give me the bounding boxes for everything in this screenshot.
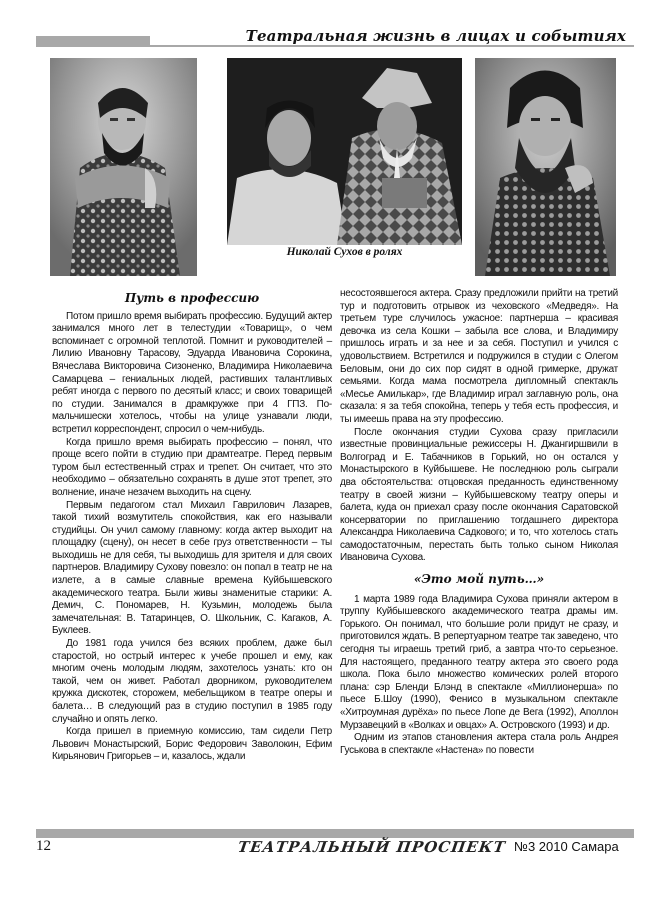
paragraph: 1 марта 1989 года Владимира Сухова приняли актером в труппу Куйбышевского академического театра драмы им. Горького. Он понимал, что большие роли придут не сразу, и приготовился ждать. В репертуарном театре так заведено, что сегодня ты играешь третий гриб, а завтра что-то серьезное. Для настоящего, преданного театру актера это своего рода школа. Пока было множество комических ролей второго плана: сэр Бленди Блэнд в спектакле «Миллионерша» по пьесе Б.Шоу (1990), Фенисо в музыкальном спектакле «Хитроумная дурёха» по пьесе Лопе де Вега (1992), Аполлон Мурзавецкий в «Волках и овцах» А. Островского (1993) и др. — [340, 593, 618, 731]
article-column-left — [52, 290, 332, 764]
issue-info: №3 2010 Самара — [514, 839, 619, 854]
photo-actor-bearded — [475, 58, 616, 276]
paragraph: Когда пришел в приемную комиссию, там сидели Петр Львович Монастырский, Борис Федорович Заволокин, Ефим Кирьянович Григорьев – и, казалось, ждали — [52, 726, 332, 763]
running-title — [150, 27, 634, 45]
article-column-right — [340, 288, 618, 757]
running-title-text: Театральная жизнь в лицах и событиях — [240, 27, 632, 45]
photo-caption: Николай Сухов в ролях — [286, 246, 403, 258]
paragraph: Когда пришло время выбирать профессию – понял, что проще всего пойти в студию при драмтеатре. Перед первым туром был естественный страх и трепет. Он считает, что это необходимо – обязательно сохранять в душе этот трепет, это волнение, иначе незачем выходить на сцену. — [52, 436, 332, 498]
page-number: 12 — [36, 838, 51, 854]
paragraph: Потом пришло время выбирать профессию. Будущий актер занимался много лет в телестудии «Товарищ», о чем вспоминает с огромной теплотой. Помнит и руководителей – Лилию Ивановну Тарасову, Эдуарда Ивановича Сорокина, Вячеслава Викторовича Сизоненко, Владимира Николаевича Самарцева – гениальных людей, растивших талантливых ребят иногда с первого по десятый класс; и своих товарищей по студии. Занимался в драмкружке при 4 ГПЗ. По-мальчишески хотелось, чтобы на улице узнавали люди, встретил корреспондент, спросил о чем-нибудь. — [52, 310, 332, 435]
magazine-logo: ТЕАТРАЛЬНЫЙ ПРОСПЕКТ — [236, 838, 507, 856]
section-title-this-is-my-path: «Это мой путь…» — [413, 572, 545, 587]
footer-rule — [36, 829, 634, 838]
paragraph: Первым педагогом стал Михаил Гаврилович Лазарев, такой тихий возмутитель спокойствия, как его называли студийцы. Он учил самому главному: когда актер выходит на площадку (сцену), он несет в себе груз ответственности – ты выходишь не для себя, ты выходишь для зрителя и для своих партнеров. Владимиру Сухову повезло: он попал в театр не на излете, а в самые славные времена Куйбышевского академического театра. Были живы знаменитые старики: А. Демич, С. Пономарев, Н. Кузьмин, молодежь была замечательная: В. Татаринцев, О. Школьник, С. Кагаков, А. Буклеев. — [52, 499, 332, 637]
paragraph: Одним из этапов становления актера стала роль Андрея Гуськова в спектакле «Настена» по повести — [340, 732, 618, 756]
paragraph: До 1981 года учился без всяких проблем, даже был старостой, но острый интерес к учебе прошел и ему, как многим очень молодым людям, захотелось узнать: кто он такой, чем он живет. Работал дворником, руководителем кружка дискотек, сторожем, мебельщиком в театре оперы и балета… В следующий раз в студию поступил в 1985 году случайно и опять легко. — [52, 638, 332, 725]
photo-stage-scene — [227, 58, 462, 245]
paragraph: После окончания студии Сухова сразу пригласили известные провинциальные режиссеры Н. Джангиршвили в Волгоград и Е. Табачников в Горький, но он остался у Монастырского в Куйбышеве. Не последнюю роль сыграли два обстоятельства: отцовская преданность единственному театру в своей жизни – Куйбышевскому театру оперы и балета, куда он приехал сразу после окончания Саратовской консерватории по приглашению тогдашнего директора Александра Николаевича Садкового; и то, что хотелось стать самодостаточным, перестать быть только сыном Николая Ивановича Сухова. — [340, 426, 618, 564]
section-title-path-to-profession: Путь в профессию — [124, 291, 260, 305]
photo-actor-fur-coat — [50, 58, 197, 276]
paragraph: несостоявшегося актера. Сразу предложили прийти на третий тур и подготовить отрывок из чеховского «Медведя». На третьем туре случилось ужасное: партнерша – красивая девочка из села Кошки – забыла все слова, и Владимиру пришлось играть и за нее и за себя. Поступил и учился с удовольствием. Встретился и подружился в студии с Олегом Беловым, они до сих пор сидят в одной гримерке, дружат семьями. Когда мама посмотрела дипломный спектакль «Месье Амилькар», где Владимир играл заглавную роль, она сказала: я за тебя спокойна, теперь у тебя есть профессия, и ты имеешь права на эту профессию. — [340, 288, 618, 425]
